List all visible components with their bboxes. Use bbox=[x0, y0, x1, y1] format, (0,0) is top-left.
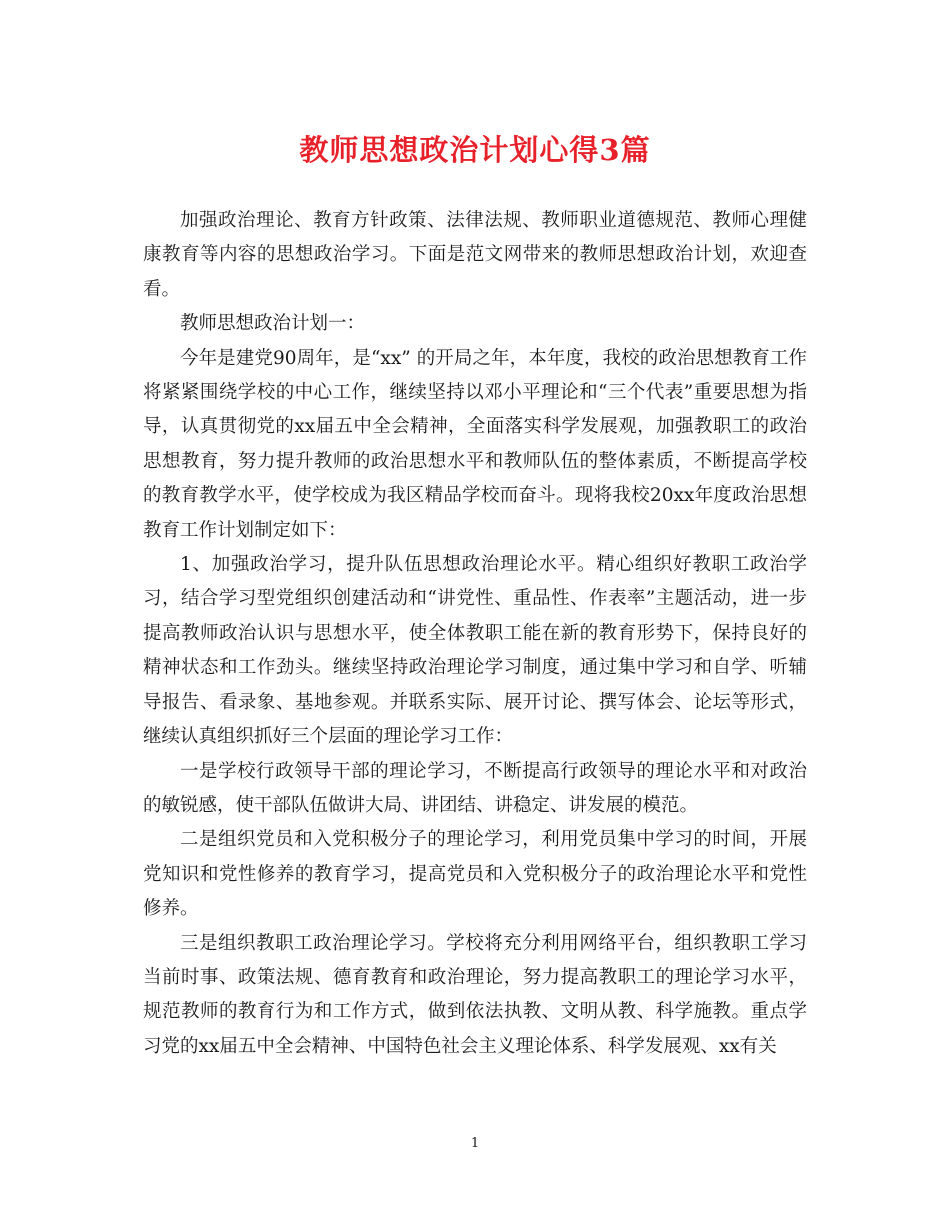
paragraph-item-one: 1、加强政治学习，提升队伍思想政治理论水平。精心组织好教职工政治学习，结合学习型党组织创建活动和“讲党性、重品性、作表率”主题活动，进一步提高教师政治认识与思想水平，使全体教职工能在新的教育形势下，保持良好的精神状态和工作劲头。继续坚持政治理论学习制度，通过集中学习和自学、听辅导报告、看录象、基地参观。并联系实际、展开讨论、撰写体会、论坛等形式，继续认真组织抓好三个层面的理论学习工作： bbox=[143, 554, 807, 748]
paragraph-intro: 加强政治理论、教育方针政策、法律法规、教师职业道德规范、教师心理健康教育等内容的思想政治学习。下面是范文网带来的教师思想政治计划，欢迎查看。 bbox=[143, 210, 807, 300]
document-title: 教师思想政治计划心得3篇 bbox=[299, 133, 651, 167]
document-body bbox=[143, 204, 807, 1064]
paragraph-plan-one-heading: 教师思想政治计划一： bbox=[180, 313, 366, 335]
page-number: 1 bbox=[470, 1136, 480, 1151]
paragraph-background: 今年是建党90周年，是“xx” 的开局之年，本年度，我校的政治思想教育工作将紧紧围绕学校的中心工作，继续坚持以邓小平理论和“三个代表”重要思想为指导，认真贯彻党的xx届五中全会精神，全面落实科学发展观，加强教职工的政治思想教育，努力提升教师的政治思想水平和教师队伍的整体素质，不断提高学校的教育教学水平，使学校成为我区精品学校而奋斗。现将我校20xx年度政治思想教育工作计划制定如下： bbox=[143, 347, 807, 541]
paragraph-leadership-study: 一是学校行政领导干部的理论学习，不断提高行政领导的理论水平和对政治的敏锐感，使干部队伍做讲大局、讲团结、讲稳定、讲发展的模范。 bbox=[143, 760, 807, 816]
paragraph-staff-study: 三是组织教职工政治理论学习。学校将充分利用网络平台，组织教职工学习当前时事、政策法规、德育教育和政治理论，努力提高教职工的理论学习水平，规范教师的教育行为和工作方式，做到依法执教、文明从教、科学施教。重点学习党的xx届五中全会精神、中国特色社会主义理论体系、科学发展观、xx有关 bbox=[143, 932, 807, 1057]
paragraph-party-member-study: 二是组织党员和入党积极分子的理论学习，利用党员集中学习的时间，开展党知识和党性修养的教育学习，提高党员和入党积极分子的政治理论水平和党性修养。 bbox=[143, 829, 807, 920]
